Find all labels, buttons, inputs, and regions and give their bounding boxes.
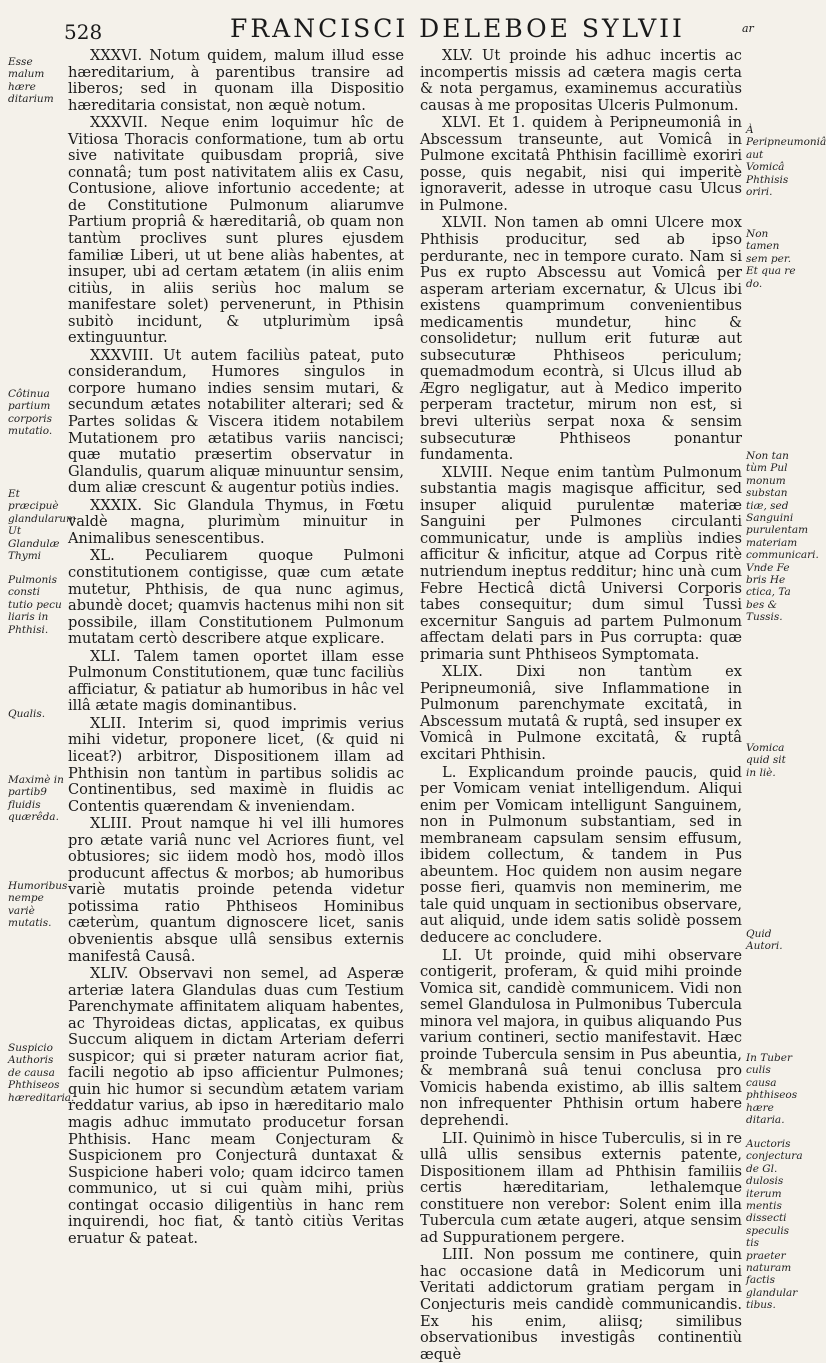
margin-note: Pulmonis consti tutio pecu liaris in Phthisi. (8, 574, 62, 636)
paragraph: XL. Peculiarem quoque Pulmoni constitutionem contigisse, quæ cum ætate mutetur, Phthisis, de qua nunc agimus, abundè docet; quamvis hactenus mihi non sit possibile, illam Constitutionem Pulmonum mutatam certò describere atque explicare. (68, 547, 404, 648)
margin-note: Humoribus nempe variè mutatis. (8, 880, 68, 930)
paragraph: XLII. Interim si, quod imprimis verius mihi videtur, proponere licet, (& quid ni liceat?) arbitror, Dispositionem illam ad Phthisin non tantùm in partibus solidis ac Continentibus, sed maximè in fluidis ac Contentis quærendam & inveniendam. (68, 714, 404, 815)
page-header (0, 14, 800, 48)
running-head: FRANCISCI DELEBOE SYLVII (230, 14, 685, 43)
corner-mark: ar (742, 22, 754, 35)
paragraph: XXXVI. Notum quidem, malum illud esse hæreditarium, à parentibus transire ad liberos; sed in quonam illa Dispositio hæreditaria consistat, non æquè notum. (68, 47, 404, 114)
margin-note: Côtinua partium corporis mutatio. (8, 388, 53, 438)
paragraph: XLI. Talem tamen oportet illam esse Pulmonum Constitutionem, quæ tunc faciliùs afficiatur, & patiatur ab humoribus in hâc vel illâ ætate magis dominantibus. (68, 647, 404, 715)
margin-note: Et præcipuè glandularum Ut Glandulæ Thymi (8, 488, 76, 563)
margin-note: Non tamen sem per. Et qua re do. (746, 228, 796, 290)
right-column (420, 48, 742, 1363)
margin-note: À Peripneumoniâ aut Vomicâ Phthisis oriri. (746, 124, 826, 199)
paragraph: XXXIX. Sic Glandula Thymus, in Fœtu valdè magna, plurimùm minuitur in Animalibus senescentibus. (68, 496, 404, 547)
margin-note: In Tuber culis causa phthiseos hære ditaria. (746, 1052, 798, 1127)
paragraph: LIII. Non possum me continere, quin hac occasione datâ in Medicorum uni Veritati addictorum gratiam pergam in Conjecturis meis candidè communicandis. Ex his enim, aliisq; similibus observationibus investigâs continentiù æquè (420, 1246, 742, 1363)
paragraph: XLIV. Observavi non semel, ad Asperæ arteriæ latera Glandulas duas cum Testium Parenchymate affinitatem aliquam habentes, ac Thyroideas dictas, applicatas, ex quibus Succum aliquem in dictam Arteriam deferri suspicor; qui si præter naturam acrior fiat, facili negotio ab ipso afficientur Pulmones; quin hic humor si secundùm ætatem variam reddatur varius, ab ipso in hæreditario malo magis adhuc immutato producetur forsan Phthisis. Hanc meam Conjecturam & Suspicionem pro Conjecturâ duntaxat & Suspicione haberi volo; quam idcirco tamen communico, ut si cui quàm mihi, priùs contingat occasio diligentiùs in hanc rem inquirendi, hoc fiat, & tantò citiùs Veritas eruatur & pateat. (68, 965, 404, 1247)
paragraph: XLIII. Prout namque hi vel illi humores pro ætate variâ nunc vel Acriores fiunt, vel obtusiores; sic iidem modò hos, modò illos producunt affectus & morbos; ab humoribus variè mutatis proinde petenda videtur potissima ratio Phthiseos Hominibus cæterùm, quantum dignoscere licet, sanis obvenientis absque ullâ sensibus externis manifestâ Causâ. (68, 815, 404, 965)
paragraph: XLVI. Et 1. quidem à Peripneumoniâ in Abscessum transeunte, aut Vomicâ in Pulmone excitatâ Phthisin facillimè exoriri posse, quis negabit, nisi qui imperitè ignoraverit, adesse in utroque casu Ulcus in Pulmone. (420, 114, 742, 214)
paragraph: XLVII. Non tamen ab omni Ulcere mox Phthisis producitur, sed ab ipso perdurante, nec in tempore curato. Nam si Pus ex rupto Abscessu aut Vomicâ per asperam arteriam excernatur, & Ulcus ibi existens quamprimum convenientibus medicamentis mundetur, hinc & consolidetur; nullum erit futuræ aut subsecuturæ Phthiseos periculum; quemadmodum econtrà, si Ulcus illud ab Ægro negligatur, aut à Medico imperito perperam tractetur, mirum non est, si brevi ulteriùs serpat noxa & sensim subsecuturæ Phthiseos ponantur fundamenta. (420, 214, 742, 464)
margin-note: Auctoris conjectura de Gl. dulosis iterum mentis dissecti speculis tis praeter naturam factis glandular tibus. (746, 1138, 803, 1312)
paragraph: L. Explicandum proinde paucis, quid per Vomicam veniat intelligendum. Aliqui enim per Vomicam intelligunt Sanguinem, non in Pulmonum substantiam, sed in membraneam capsulam sensim effusum, ibidem collectum, & tandem in Pus abeuntem. Hoc quidem non ausim negare posse fieri, quamvis non meminerim, me tale quid unquam in sectionibus observare, aut aliquid, unde idem satis solidè possem deducere ac concludere. (420, 763, 742, 946)
paragraph: LII. Quinimò in hisce Tuberculis, si in re ullâ ullis sensibus externis patente, Dispositionem illam ad Phthisin familiis certis hæreditariam, lethalemque constituere non verebor: Solent enim illa Tubercula cum ætate augeri, atque sensim ad Suppurationem pergere. (420, 1129, 742, 1246)
paragraph: XXXVII. Neque enim loquimur hîc de Vitiosa Thoracis conformatione, tum ab ortu sive nativitate quibusdam propriâ, sive connatâ; tum post nativitatem aliis ex Casu, Contusione, aliove infortunio accedente; at de Constitutione Pulmonum aliarumve Partium propriâ & hæreditariâ, ob quam non tantùm proclives sunt plures ejusdem familiæ Liberi, ut ut bene aliàs habentes, at insuper, ubi ad certam ætatem (in aliis enim citiùs, in aliis seriùs hoc malum se manifestare solet) pervenerunt, in Pthisin subitò incidunt, & utplurimùm ipsâ extinguuntur. (68, 114, 404, 347)
left-column (68, 48, 404, 1247)
margin-note: Vomica quid sit in liè. (746, 742, 786, 779)
paragraph: XLIX. Dixi non tantùm ex Peripneumoniâ, sive Inflammatione in Pulmonum parenchymate excitatâ, in Abscessum mutatâ & ruptâ, sed insuper ex Vomicâ in Pulmone excitatâ, & ruptâ excitari Phthisin. (420, 663, 742, 763)
paragraph: XLV. Ut proinde his adhuc incertis ac incompertis missis ad cætera magis certa & nota pergamus, examinemus accuratiùs causas à me propositas Ulceris Pulmonum. (420, 47, 742, 114)
margin-note: Esse malum hære ditarium (8, 56, 54, 106)
margin-note: Quid Autori. (746, 928, 783, 953)
paragraph: LI. Ut proinde, quid mihi observare contigerit, proferam, & quid mihi proinde Vomica sit, candidè communicem. Vidi non semel Glandulosa in Pulmonibus Tubercula minora vel majora, in quibus aliquando Pus varium contineri, sectio manifestavit. Hæc proinde Tubercula sensim in Pus abeuntia, & membranâ suâ tenui conclusa pro Vomicis habenda existimo, ab illis saltem non infrequenter Phthisin ortum habere deprehendi. (420, 946, 742, 1129)
paragraph: XXXVIII. Ut autem faciliùs pateat, puto considerandum, Humores singulos in corpore humano indies sensim mutari, & secundum ætates notabiliter alterari; sed & Partes solidas & Viscera itidem notabilem Mutationem pro ætatibus variis nancisci; quæ mutatio præsertim observatur in Glandulis, quarum aliquæ minuuntur sensim, dum aliæ crescunt & augentur potiùs indies. (68, 346, 404, 497)
margin-note: Non tan tùm Pul monum substan tiæ, sed Sanguini purulentam materiam communicari. Vnde Fe bris He ctica, Ta bes & Tussis. (746, 450, 819, 624)
page-number: 528 (64, 20, 103, 44)
margin-note: Qualis. (8, 708, 46, 720)
paragraph: XLVIII. Neque enim tantùm Pulmonum substantia magis magisque afficitur, sed insuper aliquid purulentæ materiæ Sanguini per Pulmones circulanti communicatur, unde is ampliùs indies afficitur & inficitur, atque ad Corpus ritè nutriendum ineptus redditur; hinc unà cum Febre Hecticâ dictâ Universi Corporis tabes consequitur; dum simul Tussi excernitur Sanguis ad partem Pulmonum affectam delati pars in Pus corrupta: quæ primaria sunt Phthiseos Symptomata. (420, 463, 742, 663)
margin-note: Maximè in partib9 fluidis quærêda. (8, 774, 64, 824)
margin-note: Suspicio Authoris de causa Phthiseos hæreditaria. (8, 1042, 75, 1104)
